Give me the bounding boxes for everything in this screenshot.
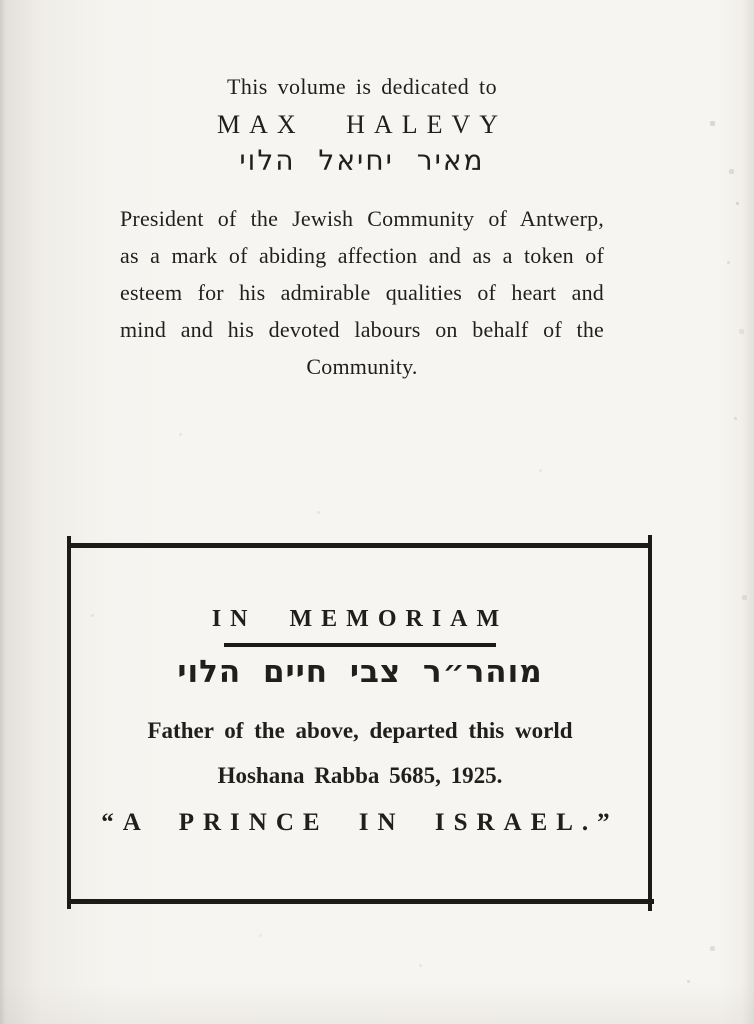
paragraph-line-2: as a mark of abiding affection and as a token of bbox=[120, 243, 604, 268]
dedication-intro: This volume is dedicated to bbox=[227, 74, 497, 99]
paper-speckles bbox=[0, 0, 1, 1]
paragraph-line-4: mind and his devoted labours on behalf of the bbox=[120, 317, 604, 342]
memoriam-line-date: Hoshana Rabba 5685, 1925. bbox=[217, 763, 503, 788]
memoriam-line-quote: “A PRINCE IN ISRAEL.” bbox=[101, 809, 619, 836]
dedicatee-name-hebrew: מאיר יחיאל הלוי bbox=[239, 144, 485, 177]
memoriam-line-father: Father of the above, departed this world bbox=[147, 718, 573, 743]
paragraph-line-3: esteem for his admirable qualities of heart and bbox=[120, 280, 604, 305]
paragraph-line-5: Community. bbox=[306, 354, 418, 379]
dedicatee-name: MAX HALEVY bbox=[216, 110, 508, 139]
memoriam-box-border-top bbox=[71, 543, 651, 548]
paragraph-line-1: President of the Jewish Community of Antwerp, bbox=[120, 206, 604, 231]
memoriam-heading: IN MEMORIAM bbox=[211, 606, 509, 632]
dedication-paragraph bbox=[120, 200, 604, 385]
memoriam-heading-underline bbox=[224, 643, 496, 647]
memoriam-name-hebrew: מוהר״ר צבי חיים הלוי bbox=[177, 654, 543, 690]
memoriam-box-border-bottom bbox=[71, 899, 654, 904]
